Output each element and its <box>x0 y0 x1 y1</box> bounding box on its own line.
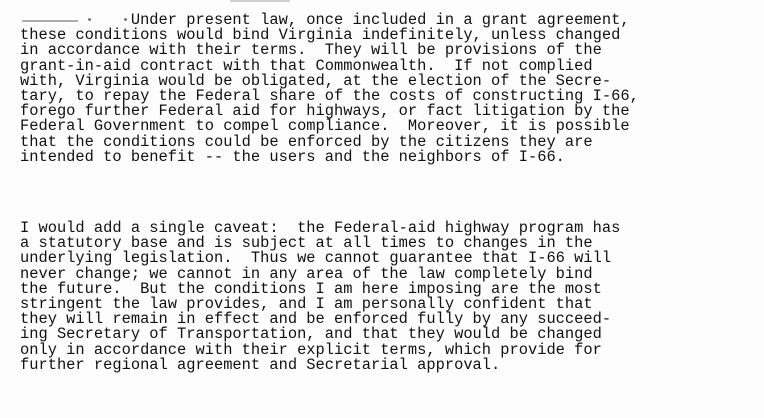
text-line: ing Secretary of Transportation, and that they would be changed <box>20 325 602 344</box>
text-line: grant-in-aid contract with that Commonwealth. If not complied <box>20 56 593 75</box>
text-line: I would add a single caveat: the Federal-aid highway program has <box>20 219 621 237</box>
text-line: only in accordance with their explicit terms, which provide for <box>20 340 602 359</box>
paragraph-legal-effect <box>20 13 639 165</box>
text-line: stringent the law provides, and I am personally confident that <box>20 295 593 314</box>
text-line: further regional agreement and Secretarial approval. <box>20 355 501 374</box>
text-line: these conditions would bind Virginia indefinitely, unless changed <box>20 26 621 45</box>
text-line: the future. But the conditions I am here imposing are the most <box>20 279 602 298</box>
text-line: forego further Federal aid for highways, or fact litigation by the <box>20 102 630 121</box>
text-line: they will remain in effect and be enforced fully by any succeed- <box>20 310 612 329</box>
scan-artifact-top <box>230 0 290 2</box>
text-line: in accordance with their terms. They will be provisions of the <box>20 41 602 60</box>
text-line: a statutory base and is subject at all times to changes in the <box>20 234 593 253</box>
text-line: with, Virginia would be obligated, at the election of the Secre- <box>20 71 612 90</box>
paragraph-caveat <box>20 221 620 373</box>
text-line: intended to benefit -- the users and the neighbors of I-66. <box>20 147 565 166</box>
text-line: that the conditions could be enforced by the citizens they are <box>20 132 593 151</box>
text-line: Federal Government to compel compliance. Moreover, it is possible <box>20 117 630 136</box>
text-line: never change; we cannot in any area of the law completely bind <box>20 264 593 283</box>
text-line: underlying legislation. Thus we cannot guarantee that I-66 will <box>20 249 612 268</box>
text-line: Under present law, once included in a grant agreement, <box>20 11 630 29</box>
text-line: tary, to repay the Federal share of the costs of constructing I-66, <box>20 87 639 106</box>
